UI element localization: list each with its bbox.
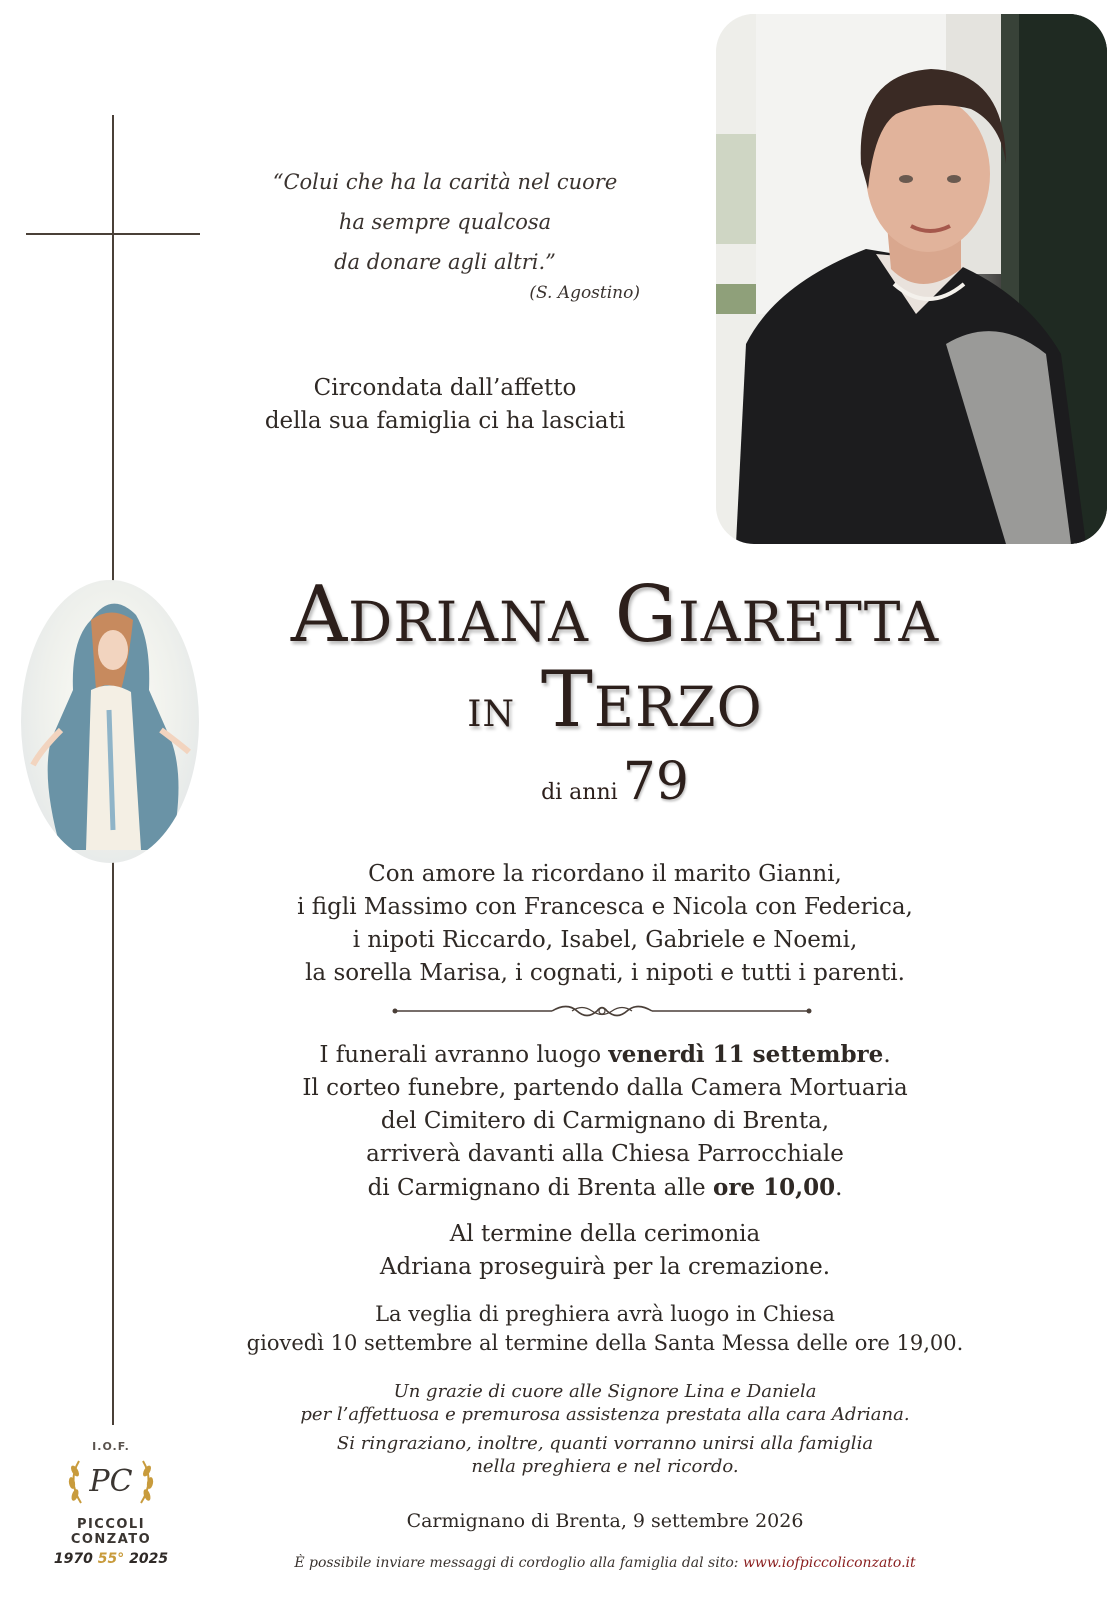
funeral-text: .	[835, 1175, 843, 1201]
funeral-home-logo	[36, 1440, 186, 1590]
cross-horizontal-bar	[26, 233, 200, 235]
quote-line: da donare agli altri.”	[334, 250, 556, 274]
age	[300, 752, 930, 812]
name-in-word: in	[467, 679, 516, 739]
madonna-image	[21, 580, 199, 863]
funeral-line	[240, 1038, 970, 1072]
family-paragraph	[240, 858, 970, 990]
vigil-line: La veglia di preghiera avrà luogo in Chiesa	[375, 1302, 835, 1326]
funeral-line: arriverà davanti alla Chiesa Parrocchiale	[366, 1141, 844, 1167]
logo-anniversary: 55°	[97, 1551, 125, 1567]
family-line: i figli Massimo con Francesca e Nicola con Federica,	[297, 894, 913, 920]
funeral-line	[240, 1171, 970, 1205]
funeral-text: I funerali avranno luogo	[319, 1042, 609, 1068]
laurel-monogram-icon	[61, 1453, 161, 1509]
vigil-paragraph	[240, 1300, 970, 1358]
portrait-illustration	[716, 14, 1107, 544]
quote-line: ha sempre qualcosa	[338, 210, 552, 234]
age-label: di anni	[541, 780, 618, 805]
condolence-text: È possibile inviare messaggi di cordoglio alla famiglia dal sito:	[294, 1555, 743, 1571]
thanks-line: nella preghiera e nel ricordo.	[471, 1456, 739, 1477]
thanks-line: Un grazie di cuore alle Signore Lina e Daniela	[393, 1381, 817, 1402]
funeral-paragraph	[240, 1038, 970, 1205]
logo-iof: I.O.F.	[92, 1440, 130, 1453]
condolence-note	[240, 1555, 970, 1571]
thanks-line: per l’affettuosa e premurosa assistenza prestata alla cara Adriana.	[300, 1404, 910, 1425]
thanks-line: Si ringraziano, inoltre, quanti vorranno unirsi alla famiglia	[336, 1433, 874, 1454]
logo-monogram: PC	[89, 1464, 133, 1499]
funeral-date: venerdì 11 settembre	[608, 1041, 884, 1068]
intro-line: Circondata dall’affetto	[313, 375, 577, 401]
quote	[240, 162, 650, 282]
cremation-line: Al termine della cerimonia	[449, 1221, 761, 1247]
logo-name: PICCOLI CONZATO	[70, 1517, 152, 1547]
cremation-paragraph	[240, 1218, 970, 1284]
logo-year-start: 1970	[53, 1551, 93, 1567]
intro-text	[240, 372, 650, 438]
family-line: Con amore la ricordano il marito Gianni,	[368, 861, 842, 887]
thanks-paragraph	[240, 1380, 970, 1426]
funeral-line: del Cimitero di Carmignano di Brenta,	[380, 1108, 830, 1134]
logo-years	[36, 1551, 186, 1567]
funeral-line: Il corteo funebre, partendo dalla Camera Mortuaria	[302, 1075, 908, 1101]
cremation-line: Adriana proseguirà per la cremazione.	[379, 1254, 831, 1280]
name-surname: Terzo	[540, 655, 763, 745]
family-line: i nipoti Riccardo, Isabel, Gabriele e Noemi,	[352, 927, 858, 953]
deceased-married-name	[200, 655, 1030, 751]
family-line: la sorella Marisa, i cognati, i nipoti e tutti i parenti.	[305, 960, 905, 986]
quote-author: (S. Agostino)	[529, 283, 640, 303]
portrait-photo	[716, 14, 1107, 544]
website-link[interactable]: www.iofpiccoliconzato.it	[742, 1555, 916, 1571]
funeral-time: ore 10,00	[712, 1174, 836, 1201]
thanks-paragraph-2	[240, 1432, 970, 1478]
funeral-text: .	[883, 1042, 891, 1068]
logo-year-end: 2025	[129, 1551, 169, 1567]
vigil-line: giovedì 10 settembre al termine della Santa Messa delle ore 19,00.	[246, 1331, 964, 1355]
age-number: 79	[622, 752, 689, 812]
quote-line: “Colui che ha la carità nel cuore	[272, 170, 618, 194]
madonna-illustration	[21, 580, 199, 863]
place-date: Carmignano di Brenta, 9 settembre 2026	[406, 1510, 804, 1532]
intro-line: della sua famiglia ci ha lasciati	[264, 408, 626, 434]
ornament-divider	[392, 1000, 812, 1022]
deceased-name: Adriana Giaretta	[290, 570, 940, 660]
funeral-text: di Carmignano di Brenta alle	[367, 1175, 713, 1201]
